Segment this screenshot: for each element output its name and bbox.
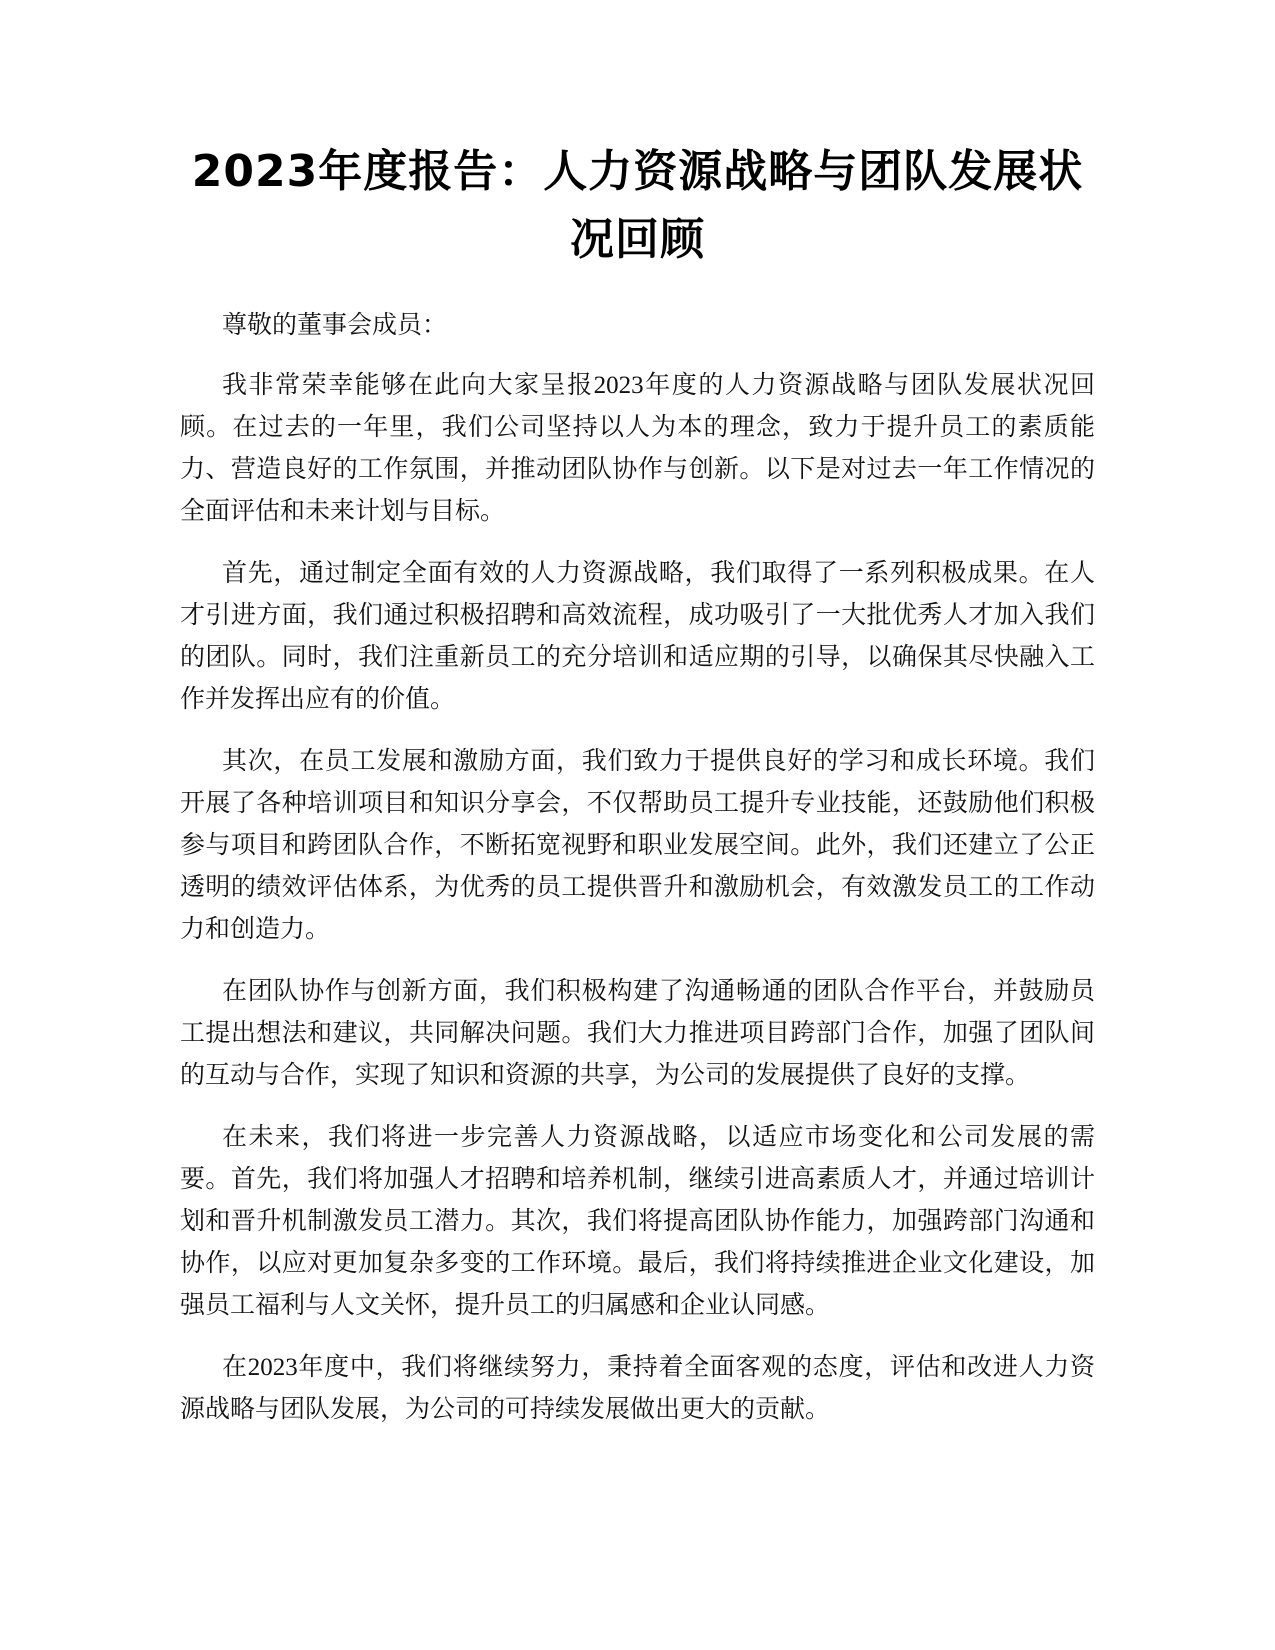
- paragraph-employee-development: 其次，在员工发展和激励方面，我们致力于提供良好的学习和成长环境。我们开展了各种培训项目和知识分享会，不仅帮助员工提升专业技能，还鼓励他们积极参与项目和跨团队合作，不断拓宽视野和职业发展空间。此外，我们还建立了公正透明的绩效评估体系，为优秀的员工提供晋升和激励机会，有效激发员工的工作动力和创造力。: [180, 748, 1095, 943]
- document-body: [180, 305, 1095, 1451]
- document-title: 2023年度报告：人力资源战略与团队发展状况回顾: [191, 146, 1084, 265]
- paragraph-future-plans: 在未来，我们将进一步完善人力资源战略，以适应市场变化和公司发展的需要。首先，我们将加强人才招聘和培养机制，继续引进高素质人才，并通过培训计划和晋升机制激发员工潜力。其次，我们将提高团队协作能力，加强跨部门沟通和协作，以应对更加复杂多变的工作环境。最后，我们将持续推进企业文化建设，加强员工福利与人文关怀，提升员工的归属感和企业认同感。: [180, 1124, 1095, 1319]
- paragraph-talent-strategy: 首先，通过制定全面有效的人力资源战略，我们取得了一系列积极成果。在人才引进方面，我们通过积极招聘和高效流程，成功吸引了一大批优秀人才加入我们的团队。同时，我们注重新员工的充分培训和适应期的引导，以确保其尽快融入工作并发挥出应有的价值。: [180, 560, 1095, 713]
- paragraph-closing: 在2023年度中，我们将继续努力，秉持着全面客观的态度，评估和改进人力资源战略与团队发展，为公司的可持续发展做出更大的贡献。: [180, 1354, 1095, 1423]
- salutation: 尊敬的董事会成员：: [222, 312, 448, 339]
- paragraph-team-collaboration: 在团队协作与创新方面，我们积极构建了沟通畅通的团队合作平台，并鼓励员工提出想法和建议，共同解决问题。我们大力推进项目跨部门合作，加强了团队间的互动与合作，实现了知识和资源的共享，为公司的发展提供了良好的支撑。: [180, 978, 1095, 1089]
- paragraph-intro: 我非常荣幸能够在此向大家呈报2023年度的人力资源战略与团队发展状况回顾。在过去的一年里，我们公司坚持以人为本的理念，致力于提升员工的素质能力、营造良好的工作氛围，并推动团队协作与创新。以下是对过去一年工作情况的全面评估和未来计划与目标。: [180, 372, 1095, 525]
